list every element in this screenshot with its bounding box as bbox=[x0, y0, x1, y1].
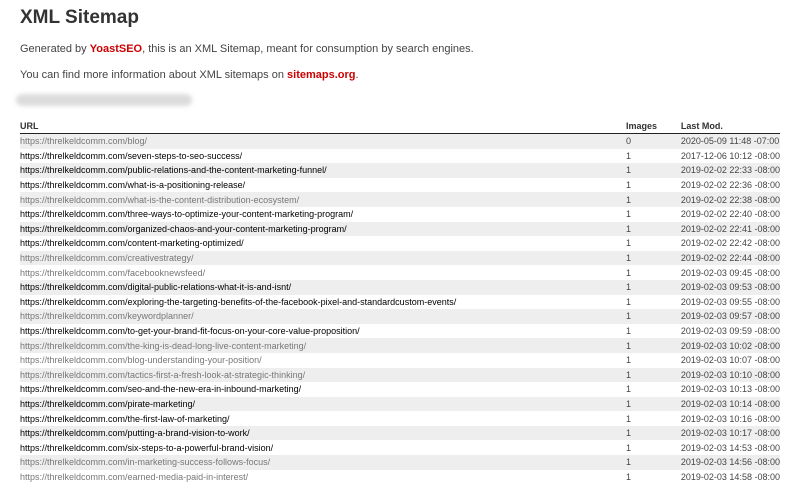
table-row bbox=[20, 265, 780, 280]
last-mod-cell: 2019-02-03 09:59 -08:00 bbox=[680, 326, 780, 337]
last-mod-cell: 2020-05-09 11:48 -07:00 bbox=[681, 134, 780, 149]
images-cell: 1 bbox=[626, 296, 632, 307]
url-cell bbox=[20, 163, 626, 178]
intro2-prefix: You can find more information about XML sitemaps on bbox=[20, 69, 288, 81]
url-cell bbox=[20, 295, 626, 310]
url-link[interactable]: https://threlkeldcomm.com/keywordplanner/ bbox=[20, 311, 194, 322]
url-link[interactable]: https://threlkeldcomm.com/seo-and-the-new-era-in-inbound-marketing/ bbox=[20, 384, 302, 395]
table-row bbox=[20, 149, 780, 164]
url-link[interactable]: https://threlkeldcomm.com/putting-a-brand-vision-to-work/ bbox=[20, 428, 250, 439]
url-cell bbox=[20, 280, 626, 295]
images-cell: 1 bbox=[626, 192, 681, 207]
url-cell bbox=[20, 470, 626, 485]
table-row bbox=[20, 368, 780, 383]
images-cell: 1 bbox=[626, 238, 632, 249]
table-row bbox=[20, 222, 780, 237]
page-title: XML Sitemap bbox=[20, 7, 139, 28]
images-cell: 1 bbox=[626, 309, 681, 324]
last-mod-cell: 2019-02-02 22:38 -08:00 bbox=[681, 192, 780, 207]
url-link[interactable]: https://threlkeldcomm.com/blog-understanding-your-position/ bbox=[20, 355, 262, 366]
table-row bbox=[20, 163, 780, 178]
url-link[interactable]: https://threlkeldcomm.com/to-get-your-brand-fit-focus-on-your-core-value-proposition/ bbox=[20, 326, 360, 337]
url-link[interactable]: https://threlkeldcomm.com/organized-chaos-and-your-content-marketing-program/ bbox=[20, 223, 347, 234]
url-link[interactable]: https://threlkeldcomm.com/creativestrategy/ bbox=[20, 253, 194, 264]
images-cell: 0 bbox=[626, 134, 681, 149]
table-row bbox=[20, 134, 780, 149]
url-link[interactable]: https://threlkeldcomm.com/facebooknewsfeed/ bbox=[20, 267, 206, 278]
url-cell bbox=[20, 338, 626, 353]
url-link[interactable]: https://threlkeldcomm.com/three-ways-to-optimize-your-content-marketing-program/ bbox=[20, 209, 354, 220]
url-cell bbox=[20, 251, 626, 266]
table-row bbox=[20, 178, 780, 193]
images-cell: 1 bbox=[626, 326, 632, 337]
last-mod-cell: 2019-02-02 22:40 -08:00 bbox=[680, 209, 780, 220]
table-row bbox=[20, 470, 780, 485]
header-url: URL bbox=[20, 120, 626, 134]
url-link[interactable]: https://threlkeldcomm.com/what-is-a-positioning-release/ bbox=[20, 180, 246, 191]
url-cell bbox=[20, 309, 626, 324]
images-cell: 1 bbox=[626, 355, 632, 366]
header-last-mod: Last Mod. bbox=[681, 120, 780, 134]
url-link[interactable]: https://threlkeldcomm.com/pirate-marketing/ bbox=[20, 398, 196, 409]
intro-more-info bbox=[20, 68, 780, 82]
url-cell bbox=[20, 324, 626, 339]
last-mod-cell: 2019-02-02 22:44 -08:00 bbox=[681, 251, 780, 266]
images-cell: 1 bbox=[626, 280, 681, 295]
images-cell: 1 bbox=[626, 455, 681, 470]
images-cell: 1 bbox=[626, 163, 681, 178]
header-images: Images bbox=[626, 120, 681, 134]
last-mod-cell: 2019-02-03 09:57 -08:00 bbox=[681, 309, 780, 324]
url-cell bbox=[20, 397, 626, 412]
table-row bbox=[20, 280, 780, 295]
url-cell bbox=[20, 440, 626, 455]
url-link[interactable]: https://threlkeldcomm.com/public-relations-and-the-content-marketing-funnel/ bbox=[20, 165, 327, 176]
table-row bbox=[20, 207, 780, 222]
sitemaps-org-link[interactable]: sitemaps.org bbox=[287, 69, 356, 81]
images-cell: 1 bbox=[626, 442, 632, 453]
url-cell bbox=[20, 353, 626, 368]
table-row bbox=[20, 309, 780, 324]
last-mod-cell: 2019-02-03 10:16 -08:00 bbox=[680, 413, 780, 424]
table-row bbox=[20, 236, 780, 251]
url-cell bbox=[20, 222, 626, 237]
redacted-text bbox=[16, 94, 192, 106]
last-mod-cell: 2019-02-03 10:10 -08:00 bbox=[681, 368, 780, 383]
table-row bbox=[20, 192, 780, 207]
url-cell bbox=[20, 192, 626, 207]
last-mod-cell: 2019-02-03 10:13 -08:00 bbox=[680, 384, 780, 395]
last-mod-cell: 2019-02-03 10:07 -08:00 bbox=[680, 355, 780, 366]
url-cell bbox=[20, 411, 626, 426]
last-mod-cell: 2019-02-03 14:56 -08:00 bbox=[681, 455, 780, 470]
sitemap-table bbox=[20, 120, 780, 484]
intro1-prefix: Generated by bbox=[20, 43, 90, 55]
last-mod-cell: 2019-02-03 09:45 -08:00 bbox=[680, 267, 780, 278]
table-row bbox=[20, 353, 780, 368]
images-cell: 1 bbox=[626, 267, 632, 278]
yoastseo-link[interactable]: YoastSEO bbox=[89, 43, 143, 55]
url-cell bbox=[20, 178, 626, 193]
images-cell: 1 bbox=[626, 426, 681, 441]
images-cell: 1 bbox=[626, 150, 632, 161]
images-cell: 1 bbox=[626, 251, 681, 266]
table-row bbox=[20, 397, 780, 412]
images-cell: 1 bbox=[626, 180, 632, 191]
table-row bbox=[20, 411, 780, 426]
images-cell: 1 bbox=[626, 397, 681, 412]
url-cell bbox=[20, 368, 626, 383]
last-mod-cell: 2019-02-03 09:53 -08:00 bbox=[681, 280, 780, 295]
last-mod-cell: 2019-02-02 22:36 -08:00 bbox=[680, 180, 780, 191]
table-row bbox=[20, 455, 780, 470]
table-row bbox=[20, 324, 780, 339]
images-cell: 1 bbox=[626, 413, 632, 424]
table-row bbox=[20, 382, 780, 397]
url-cell bbox=[20, 455, 626, 470]
url-cell bbox=[20, 149, 626, 164]
last-mod-cell: 2019-02-02 22:42 -08:00 bbox=[680, 238, 780, 249]
table-row bbox=[20, 295, 780, 310]
last-mod-cell: 2017-12-06 10:12 -08:00 bbox=[680, 150, 780, 161]
intro1-suffix: , this is an XML Sitemap, meant for consumption by search engines. bbox=[142, 43, 474, 55]
last-mod-cell: 2019-02-03 14:58 -08:00 bbox=[680, 471, 780, 482]
last-mod-cell: 2019-02-02 22:41 -08:00 bbox=[681, 222, 780, 237]
table-row bbox=[20, 426, 780, 441]
table-row bbox=[20, 251, 780, 266]
url-link[interactable]: https://threlkeldcomm.com/six-steps-to-a-powerful-brand-vision/ bbox=[20, 442, 274, 453]
last-mod-cell: 2019-02-03 14:53 -08:00 bbox=[680, 442, 780, 453]
last-mod-cell: 2019-02-03 10:17 -08:00 bbox=[681, 426, 780, 441]
url-link[interactable]: https://threlkeldcomm.com/the-king-is-dead-long-live-content-marketing/ bbox=[20, 340, 307, 351]
table-row bbox=[20, 338, 780, 353]
url-cell bbox=[20, 426, 626, 441]
url-link[interactable]: https://threlkeldcomm.com/digital-public-relations-what-it-is-and-isnt/ bbox=[20, 282, 292, 293]
url-link[interactable]: https://threlkeldcomm.com/what-is-the-content-distribution-ecosystem/ bbox=[20, 194, 300, 205]
url-link[interactable]: https://threlkeldcomm.com/exploring-the-targeting-benefits-of-the-facebook-pixel-and-standardcustom-events/ bbox=[20, 296, 457, 307]
url-cell bbox=[20, 134, 626, 149]
images-cell: 1 bbox=[626, 384, 632, 395]
last-mod-cell: 2019-02-03 09:55 -08:00 bbox=[680, 296, 780, 307]
images-cell: 1 bbox=[626, 209, 632, 220]
last-mod-cell: 2019-02-03 10:14 -08:00 bbox=[681, 397, 780, 412]
url-link[interactable]: https://threlkeldcomm.com/content-marketing-optimized/ bbox=[20, 238, 244, 249]
last-mod-cell: 2019-02-02 22:33 -08:00 bbox=[681, 163, 780, 178]
table-row bbox=[20, 440, 780, 455]
images-cell: 1 bbox=[626, 471, 632, 482]
table-header-row bbox=[20, 120, 780, 134]
url-link[interactable]: https://threlkeldcomm.com/earned-media-paid-in-interest/ bbox=[20, 471, 249, 482]
url-cell bbox=[20, 236, 626, 251]
url-cell bbox=[20, 265, 626, 280]
url-link[interactable]: https://threlkeldcomm.com/the-first-law-of-marketing/ bbox=[20, 413, 230, 424]
images-cell: 1 bbox=[626, 368, 681, 383]
url-link[interactable]: https://threlkeldcomm.com/in-marketing-success-follows-focus/ bbox=[20, 457, 271, 468]
last-mod-cell: 2019-02-03 10:02 -08:00 bbox=[681, 338, 780, 353]
images-cell: 1 bbox=[626, 338, 681, 353]
url-cell bbox=[20, 207, 626, 222]
url-link[interactable]: https://threlkeldcomm.com/blog/ bbox=[20, 136, 148, 147]
url-link[interactable]: https://threlkeldcomm.com/tactics-first-a-fresh-look-at-strategic-thinking/ bbox=[20, 369, 306, 380]
images-cell: 1 bbox=[626, 222, 681, 237]
url-cell bbox=[20, 382, 626, 397]
url-link[interactable]: https://threlkeldcomm.com/seven-steps-to-seo-success/ bbox=[20, 150, 243, 161]
intro-generated-by bbox=[20, 42, 780, 56]
intro2-suffix: . bbox=[355, 69, 359, 81]
